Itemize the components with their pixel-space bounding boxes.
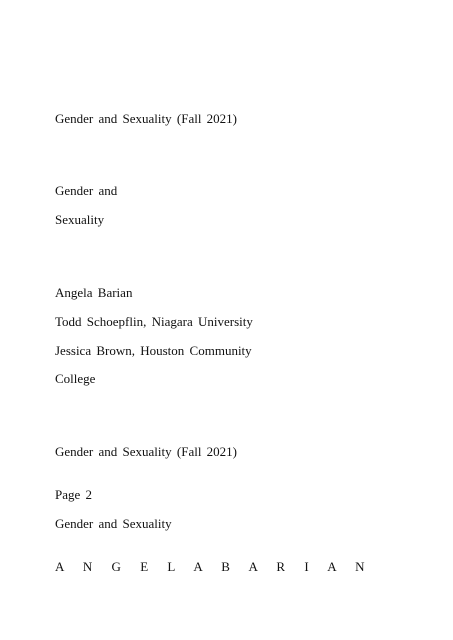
footer-title: Gender and Sexuality (Fall 2021)	[55, 444, 238, 459]
title-line-2: Sexuality	[55, 212, 105, 227]
author-line: Angela Barian	[55, 285, 133, 300]
author-line: Jessica Brown, Houston Community	[55, 343, 252, 358]
title-line-1: Gender and	[55, 183, 118, 198]
author-line: College	[55, 371, 96, 386]
page-label: Page 2	[55, 487, 93, 502]
author-heading: A N G E L A B A R I A N	[55, 559, 370, 574]
header-title: Gender and Sexuality (Fall 2021)	[55, 111, 238, 126]
section-title: Gender and Sexuality	[55, 516, 172, 531]
author-line: Todd Schoepflin, Niagara University	[55, 314, 253, 329]
